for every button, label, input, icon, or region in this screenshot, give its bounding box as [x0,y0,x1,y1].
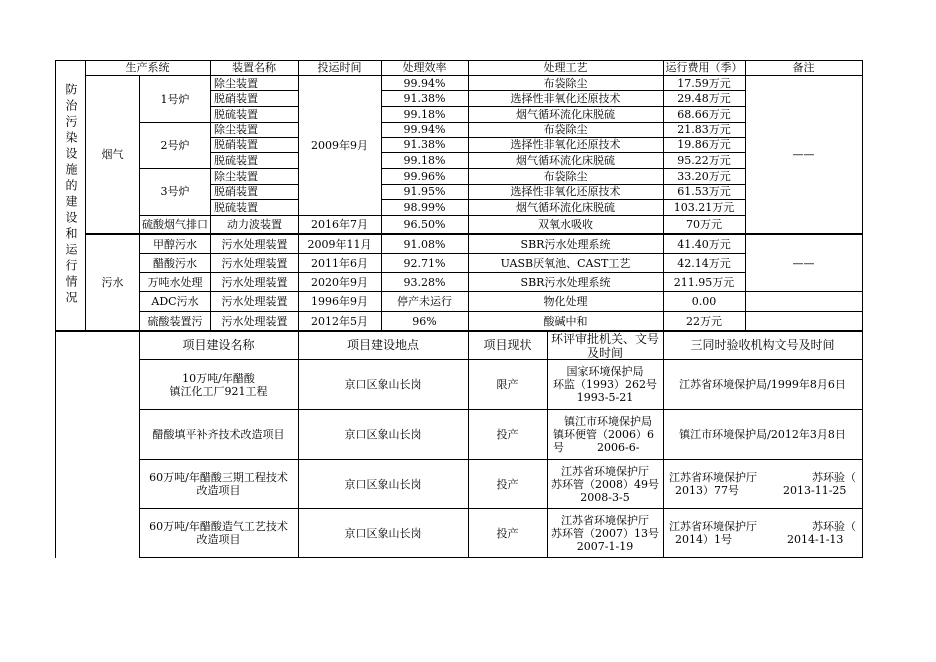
eia-line: 江苏省环境保护厅 [561,464,649,478]
project-eia [547,410,663,459]
start-date: 2011年6月 [311,256,368,270]
device-name: 除尘装置 [214,169,258,183]
project-name-line: 改造项目 [196,533,241,546]
project-name-line: 改造项目 [196,484,241,497]
furnace-2: 2号炉 [160,138,190,152]
system-name: 硫酸烟气排口 [142,218,208,231]
acceptance-agency: 江苏省环境保护厅 [669,471,757,484]
project-acceptance: 镇江市环境保护局/2012年3月8日 [679,428,846,441]
project-location: 京口区象山长岗 [344,477,422,491]
furnace-3: 3号炉 [160,185,190,198]
eia-line: 环监（1993）262号 [553,378,657,391]
project-name-line: 60万吨/年醋酸造气工艺技术 [149,520,288,533]
project-location: 京口区象山长岗 [344,428,422,441]
device-name: 污水处理装置 [221,237,288,251]
system-name: 醋酸污水 [153,256,197,270]
device-name: 脱硫装置 [214,154,258,167]
cost: 41.40万元 [677,237,731,251]
efficiency: 91.38% [403,92,446,105]
project-eia [547,509,663,557]
efficiency: 92.71% [403,256,446,270]
water-label: 污水 [101,276,124,289]
device-name: 脱硝装置 [214,185,258,198]
cost: 22万元 [686,314,722,328]
eia-line: 国家环境保护局 [566,365,644,378]
process: 布袋除尘 [543,77,588,90]
project-acceptance [663,509,862,557]
project-location: 京口区象山长岗 [344,378,422,391]
device-name: 除尘装置 [214,77,258,90]
cost: 103.21万元 [673,200,735,214]
cost: 68.66万元 [677,108,731,121]
process: 烟气循环流化床脱硫 [516,200,615,214]
process: 布袋除尘 [543,123,588,136]
device-name: 脱硝装置 [214,138,258,151]
water-remark: —— [792,256,815,270]
acceptance-doc-prefix: 苏环验（ [812,520,856,533]
cost: 0.00 [691,295,717,308]
efficiency: 96.50% [403,218,446,231]
process: 酸碱中和 [543,314,588,328]
project-name [139,509,298,557]
eia-line: 苏环管（2007）13号 [551,526,659,540]
efficiency: 91.08% [403,237,446,251]
eia-line: 2007-1-19 [576,539,634,553]
project-acceptance: 江苏省环境保护局/1999年8月6日 [679,378,846,391]
process: 选择性非氧化还原技术 [510,92,621,105]
proj-header-name: 项目建设名称 [182,338,255,352]
project-name: 醋酸填平补齐技术改造项目 [152,428,285,441]
device-name: 污水处理装置 [221,295,288,308]
eia-line: 镇环便管（2006）6 [553,428,654,441]
system-name: 硫酸装置污 [147,314,203,328]
eia-line: 2008-3-5 [580,490,630,504]
flue-label: 烟气 [101,148,124,161]
cost: 17.59万元 [677,77,731,90]
efficiency: 96% [412,314,437,328]
device-name: 动力波装置 [227,218,282,231]
project-eia [547,360,663,409]
device-name: 除尘装置 [214,123,258,136]
start-date: 2020年9月 [311,275,368,289]
start-date: 2016年7月 [311,218,368,231]
proj-header-location: 项目建设地点 [346,338,419,352]
cost: 211.95万元 [673,275,735,289]
process: 选择性非氧化还原技术 [510,138,621,151]
proj-header-acceptance: 三同时验收机构文号及时间 [690,338,835,352]
flue-start-date: 2009年9月 [311,139,368,152]
proj-header-status: 项目现状 [483,338,532,352]
process: 物化处理 [543,295,588,308]
project-name-line: 10万吨/年醋酸 [182,371,255,385]
eia-line: 江苏省环境保护厅 [561,513,649,527]
header-system: 生产系统 [125,61,170,74]
project-acceptance [663,460,862,508]
project-location: 京口区象山长岗 [344,526,422,540]
eia-line: 苏环管（2008）49号 [551,477,659,491]
device-name: 污水处理装置 [221,275,288,289]
efficiency: 99.18% [403,154,446,167]
efficiency: 91.95% [403,185,446,198]
project-status: 投产 [496,526,519,540]
furnace-1: 1号炉 [160,92,190,106]
project-status: 投产 [496,477,519,491]
process: SBR污水处理系统 [520,237,611,251]
cost: 19.86万元 [677,138,731,151]
project-name-line: 镇江化工厂921工程 [169,384,268,398]
header-cost: 运行费用（季） [665,61,743,74]
efficiency: 99.18% [403,108,446,121]
device-name: 污水处理装置 [221,256,288,270]
project-name [139,460,298,508]
process: UASB厌氧池、CAST工艺 [500,256,631,270]
system-name: 甲醇污水 [153,237,197,251]
acceptance-agency: 江苏省环境保护厅 [669,520,757,533]
project-name-line: 60万吨/年醋酸三期工程技术 [149,471,288,484]
cost: 61.53万元 [677,185,731,198]
efficiency: 98.99% [403,200,446,214]
efficiency: 99.94% [403,123,446,136]
cost: 95.22万元 [677,154,731,167]
efficiency: 99.96% [403,169,446,183]
cost: 70万元 [686,218,722,231]
eia-line: 号 2006-6- [553,441,640,454]
section-title: 防治污染设施的建设和运行情况 [64,83,78,307]
process: 布袋除尘 [543,169,588,183]
device-name: 污水处理装置 [221,314,288,328]
header-efficiency: 处理效率 [402,61,447,74]
process: 选择性非氧化还原技术 [510,185,621,198]
process: 烟气循环流化床脱硫 [516,108,615,121]
eia-line: 1993-5-21 [576,391,634,404]
project-name [139,360,298,409]
cost: 29.48万元 [677,92,731,105]
process: SBR污水处理系统 [520,275,611,289]
header-device: 装置名称 [232,61,276,74]
header-process: 处理工艺 [543,61,588,74]
device-name: 脱硝装置 [214,92,258,105]
device-name: 脱硫装置 [214,108,258,121]
cost: 33.20万元 [677,169,731,183]
system-name: ADC污水 [151,295,199,308]
eia-line: 镇江市环境保护局 [564,415,652,428]
device-name: 脱硫装置 [214,200,258,214]
header-remark: 备注 [792,61,815,74]
cost: 42.14万元 [677,256,731,270]
flue-remark: —— [792,148,815,161]
process: 烟气循环流化床脱硫 [516,154,615,167]
cost: 21.83万元 [677,123,731,136]
efficiency: 91.38% [403,138,446,151]
acceptance-doc-date: 2014）1号 2014-1-13 [675,533,844,546]
efficiency: 停产未运行 [397,295,452,308]
project-status: 限产 [496,378,519,391]
system-name: 万吨水处理 [147,275,203,289]
process: 双氧水吸收 [538,218,593,231]
start-date: 2012年5月 [311,314,368,328]
project-eia [547,460,663,508]
start-date: 2009年11月 [307,237,372,251]
efficiency: 99.94% [403,77,446,90]
efficiency: 93.28% [403,275,446,289]
start-date: 1996年9月 [311,295,368,308]
project-status: 投产 [496,428,519,441]
acceptance-doc-prefix: 苏环验（ [812,471,856,484]
proj-header-eia: 环评审批机关、文号及时间 [550,332,659,359]
acceptance-doc-date: 2013）77号 2013-11-25 [675,484,847,497]
header-start: 投运时间 [317,61,362,74]
